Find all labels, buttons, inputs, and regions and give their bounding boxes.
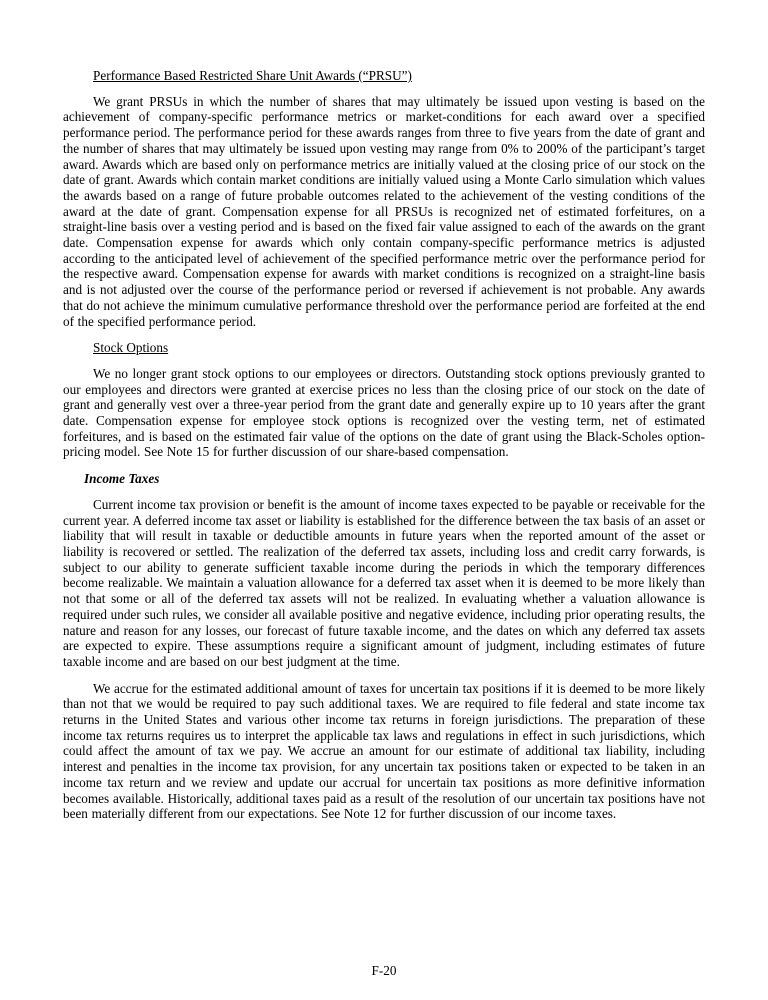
section-heading-prsu: Performance Based Restricted Share Unit Awards (“PRSU”): [93, 68, 412, 83]
section-income-taxes: [63, 471, 705, 822]
page-number: F-20: [371, 963, 397, 978]
paragraph-income-taxes-1: Current income tax provision or benefit is the amount of income taxes expected to be payable or receivable for the current year. A deferred income tax asset or liability is established for the difference between the tax basis of an asset or liability that will result in taxable or deductible amounts in future years when the reported amount of the asset or liability is recovered or settled. The realization of the deferred tax assets, including loss and credit carry forwards, is subject to our ability to generate sufficient taxable income during the periods in which the temporary differences become realizable. We maintain a valuation allowance for a deferred tax asset when it is deemed to be more likely than not that some or all of the deferred tax assets will not be realized. In evaluating whether a valuation allowance is required under such rules, we consider all available positive and negative evidence, including prior operating results, the nature and reason for any losses, our forecast of future taxable income, and the dates on which any deferred tax assets are expected to expire. These assumptions require a significant amount of judgment, including estimates of future taxable income and are based on our best judgment at the time.: [63, 496, 705, 669]
section-heading-income-taxes: Income Taxes: [84, 471, 160, 487]
paragraph-prsu-1: We grant PRSUs in which the number of shares that may ultimately be issued upon vesting is based on the achievement of company-specific performance metrics or market-conditions for each award over a specified performance period. The performance period for these awards ranges from three to five years from the date of grant and the number of shares that may ultimately be issued upon vesting may range from 0% to 200% of the participant’s target award. Awards which are based only on performance metrics are initially valued at the closing price of our stock on the date of grant. Awards which contain market conditions are initially valued using a Monte Carlo simulation which values the awards based on a range of future probable outcomes related to the achievement of the vesting conditions of the award at the date of grant. Compensation expense for all PRSUs is recognized net of estimated forfeitures, on a straight-line basis over a vesting period and is based on the fixed fair value assigned to each of the awards on the grant date. Compensation expense for awards which only contain company-specific performance metrics is adjusted according to the anticipated level of achievement of the specified performance metric over the performance period for the respective award. Compensation expense for awards with market conditions is recognized on a straight-line basis and is not adjusted over the course of the performance period or reversed if achievement is not probable. Any awards that do not achieve the minimum cumulative performance threshold over the performance period are forfeited at the end of the specified performance period.: [63, 93, 705, 329]
paragraph-income-taxes-2: We accrue for the estimated additional amount of taxes for uncertain tax positions if it is deemed to be more likely than not that we would be required to pay such additional taxes. We are required to file federal and state income tax returns in the United States and various other income tax returns in foreign jurisdictions. The preparation of these income tax returns requires us to interpret the applicable tax laws and regulations in effect in such jurisdictions, which could affect the amount of tax we pay. We accrue an amount for our estimate of additional tax liability, including interest and penalties in the income tax provision, for any uncertain tax positions taken or expected to be taken in an income tax return and we review and update our accrual for uncertain tax positions as more definitive information becomes available. Historically, additional taxes paid as a result of the resolution of our uncertain tax positions have not been materially different from our expectations. See Note 12 for further discussion of our income taxes.: [63, 680, 705, 822]
section-stock-options: [63, 340, 705, 460]
section-heading-stock-options: Stock Options: [93, 340, 169, 356]
section-prsu: [63, 68, 705, 329]
paragraph-stock-options-1: We no longer grant stock options to our employees or directors. Outstanding stock options previously granted to our employees and directors were granted at exercise prices no less than the closing price of our stock on the date of grant and generally vest over a three-year period from the grant date and generally expire up to 10 years after the grant date. Compensation expense for employee stock options is recognized over the vesting term, net of estimated forfeitures, and is based on the estimated fair value of the options on the date of grant using the Black-Scholes option-pricing model. See Note 15 for further discussion of our share-based compensation.: [63, 365, 705, 460]
